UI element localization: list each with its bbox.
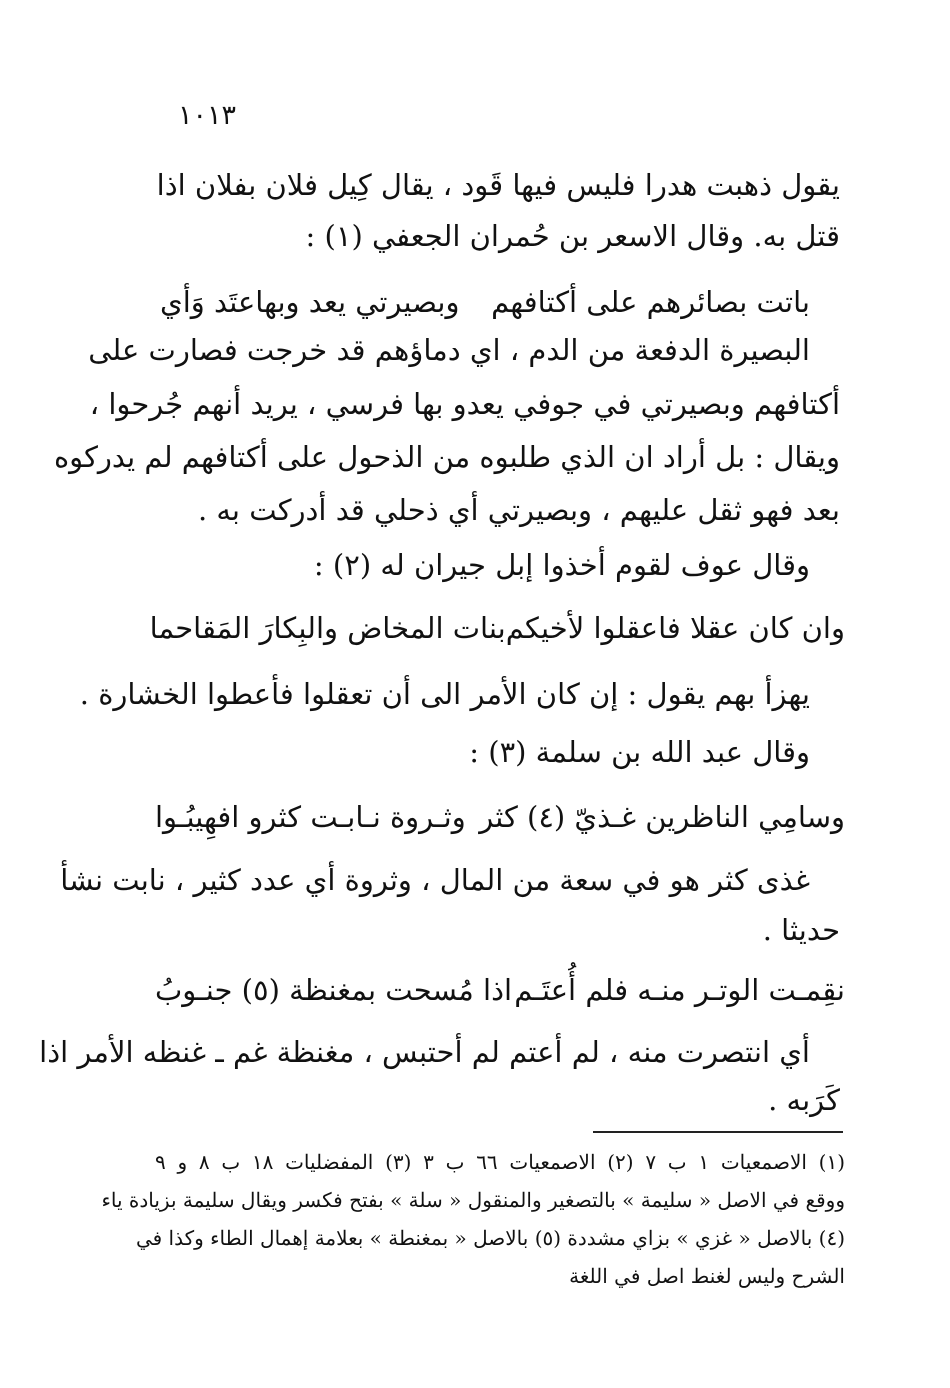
- paragraph-line: وقال عبد الله بن سلمة (٣) :: [469, 735, 810, 769]
- verse-first-hemistich: باتت بصائرهم على أكتافهم: [491, 285, 810, 319]
- paragraph-line: حديثا .: [762, 913, 840, 947]
- footnote-line: (١) الاصمعيات ١ ب ٧ (٢) الاصمعيات ٦٦ ب ٣ (٣) المفضليات ١٨ ب ٨ و ٩: [155, 1150, 846, 1174]
- footnote-line: الشرح وليس لغنط اصل في اللغة: [569, 1264, 845, 1288]
- paragraph-line: بعد فهو ثقل عليهم ، وبصيرتي أي ذحلي قد أدركت به .: [197, 493, 840, 527]
- verse-first-hemistich: وان كان عقلا فاعقلوا لأخيكم: [505, 611, 845, 645]
- verse-line: [149, 606, 845, 650]
- paragraph-line: البصيرة الدفعة من الدم ، اي دماؤهم قد خرجت فصارت على: [88, 333, 810, 367]
- page-number: ١٠١٣: [178, 100, 237, 131]
- footnote-divider: [593, 1131, 843, 1133]
- footnote-line: ووقع في الاصل « سليمة » بالتصغير والمنقول « سلة » بفتح فكسر ويقال سليمة بزيادة ياء: [101, 1188, 845, 1212]
- verse-line: [160, 280, 810, 324]
- verse-first-hemistich: نقِمـت الوتـر منـه فلم أُعتَـم: [514, 973, 845, 1007]
- paragraph-line: غذى كثر هو في سعة من المال ، وثروة أي عدد كثير ، نابت نشأ: [60, 863, 810, 897]
- verse-second-hemistich: وبصيرتي يعد وبهاعتَد وَأي: [160, 285, 460, 319]
- verse-line: [155, 795, 845, 839]
- paragraph-line: وقال عوف لقوم أخذوا إبل جيران له (٢) :: [313, 548, 810, 582]
- verse-first-hemistich: وسامِي الناظرين غـذيّ (٤) كثر: [479, 800, 845, 834]
- paragraph-line: أي انتصرت منه ، لم أعتم لم أحتبس ، مغنظة غم ـ غنظه الأمر اذا: [39, 1035, 810, 1069]
- verse-line: [155, 968, 845, 1012]
- paragraph-line: قتل به. وقال الاسعر بن حُمران الجعفي (١) :: [305, 219, 840, 253]
- paragraph-line: ويقال : بل أراد ان الذي طلبوه من الذحول على أكتافهم لم يدركوه: [53, 440, 840, 474]
- verse-second-hemistich: بنات المخاض والبِكارَ المَقاحما: [149, 611, 506, 645]
- paragraph-line: يهزأ بهم يقول : إن كان الأمر الى أن تعقلوا فأعطوا الخشارة .: [79, 677, 810, 711]
- footnote-line: (٤) بالاصل « غزي » بزاي مشددة (٥) بالاصل « بمغنطة » بعلامة إهمال الطاء وكذا في: [135, 1226, 845, 1250]
- paragraph-line: كَرَبه .: [768, 1083, 840, 1117]
- paragraph-line: أكتافهم وبصيرتي في جوفي يعدو بها فرسي ، يريد أنهم جُرحوا ،: [89, 387, 840, 421]
- paragraph-line: يقول ذهبت هدرا فليس فيها قَود ، يقال كِيل فلان بفلان اذا: [156, 168, 840, 202]
- verse-second-hemistich: اذا مُسحت بمغنظة (٥) جنـوبُ: [155, 973, 513, 1007]
- verse-second-hemistich: وثـروة نـابـت كثرو افهِيبُـوا: [155, 800, 466, 834]
